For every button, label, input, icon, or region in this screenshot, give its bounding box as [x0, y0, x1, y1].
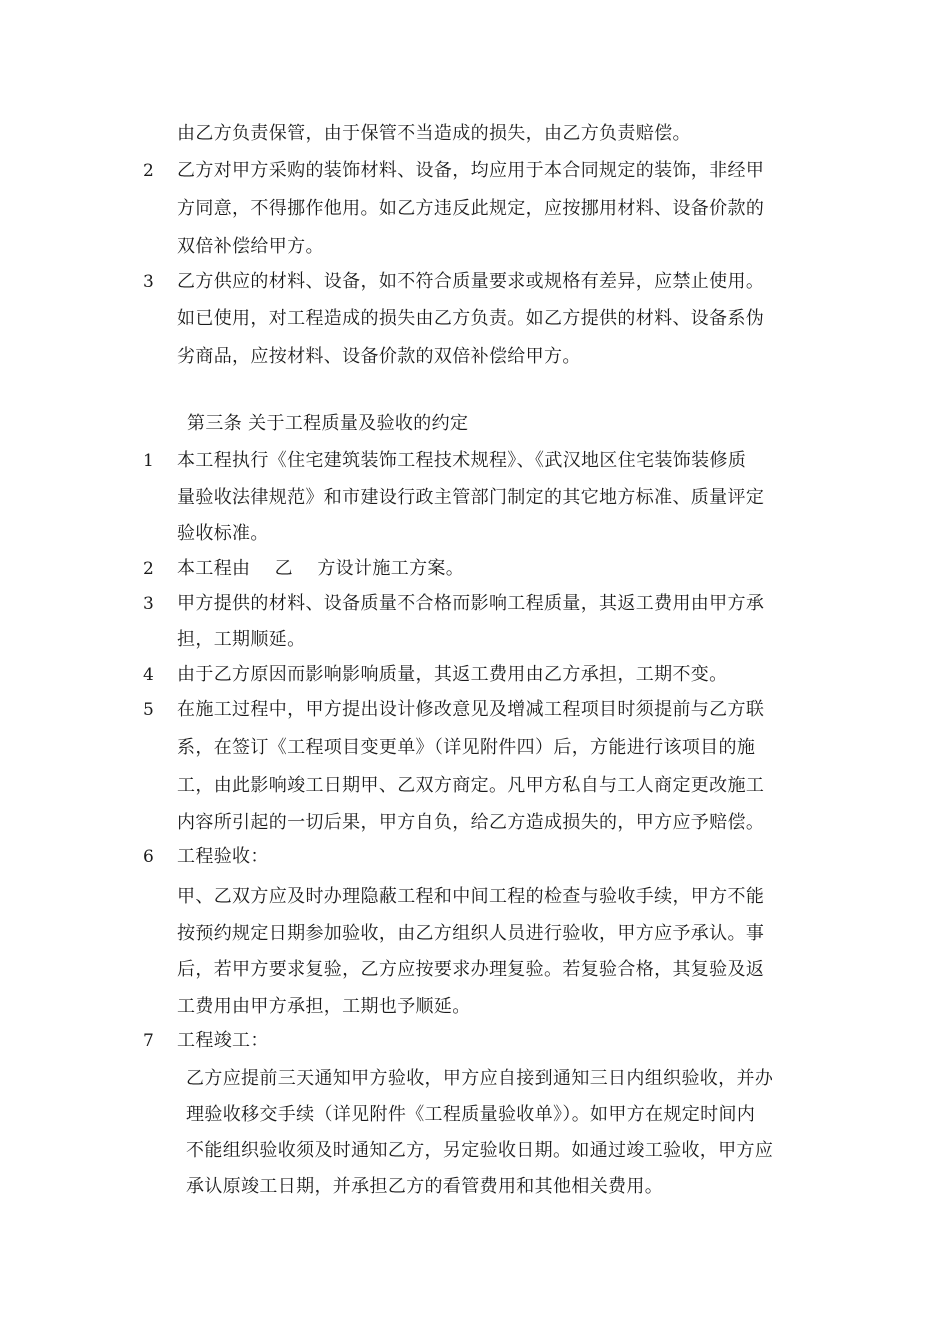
item-number: 4 — [143, 665, 154, 685]
item-number: 3 — [143, 594, 154, 614]
paragraph-line: 按预约规定日期参加验收，由乙方组织人员进行验收，甲方应予承认。事 — [177, 923, 765, 944]
paragraph-line: 内容所引起的一切后果，甲方自负，给乙方造成损失的，甲方应予赔偿。 — [177, 812, 765, 833]
paragraph-line: 本工程由 乙 方设计施工方案。 — [177, 558, 465, 579]
item-number: 1 — [143, 451, 154, 471]
paragraph-line: 理验收移交手续（详见附件《工程质量验收单》）。如甲方在规定时间内 — [186, 1104, 756, 1125]
paragraph-line: 甲、乙双方应及时办理隐蔽工程和中间工程的检查与验收手续，甲方不能 — [177, 886, 765, 907]
paragraph-line: 由于乙方原因而影响影响质量，其返工费用由乙方承担，工期不变。 — [177, 664, 728, 685]
paragraph-line: 由乙方负责保管，由于保管不当造成的损失，由乙方负责赔偿。 — [177, 123, 691, 144]
item-number: 7 — [143, 1031, 154, 1051]
item-number: 5 — [143, 700, 154, 720]
paragraph-line: 担，工期顺延。 — [177, 629, 306, 650]
paragraph-line: 工，由此影响竣工日期甲、乙双方商定。凡甲方私自与工人商定更改施工 — [177, 775, 765, 796]
paragraph-line: 量验收法律规范》和市建设行政主管部门制定的其它地方标准、质量评定 — [177, 487, 765, 508]
paragraph-line: 工程验收： — [177, 846, 269, 867]
paragraph-line: 系，在签订《工程项目变更单》（详见附件四）后，方能进行该项目的施 — [177, 737, 756, 758]
paragraph-line: 如已使用，对工程造成的损失由乙方负责。如乙方提供的材料、设备系伪 — [177, 308, 765, 329]
item-number: 2 — [143, 559, 154, 579]
item-number: 6 — [143, 847, 154, 867]
paragraph-line: 承认原竣工日期，并承担乙方的看管费用和其他相关费用。 — [186, 1176, 664, 1197]
paragraph-line: 不能组织验收须及时通知乙方，另定验收日期。如通过竣工验收，甲方应 — [186, 1140, 774, 1161]
paragraph-line: 乙方对甲方采购的装饰材料、设备，均应用于本合同规定的装饰，非经甲 — [177, 160, 765, 181]
paragraph-line: 工程竣工： — [177, 1030, 269, 1051]
item-number: 3 — [143, 272, 154, 292]
item-number: 2 — [143, 161, 154, 181]
paragraph-line: 乙方应提前三天通知甲方验收，甲方应自接到通知三日内组织验收，并办 — [186, 1068, 774, 1089]
paragraph-line: 方同意，不得挪作他用。如乙方违反此规定，应按挪用材料、设备价款的 — [177, 198, 765, 219]
section-heading: 第三条 关于工程质量及验收的约定 — [187, 413, 469, 434]
paragraph-line: 工费用由甲方承担，工期也予顺延。 — [177, 996, 471, 1017]
paragraph-line: 双倍补偿给甲方。 — [177, 236, 324, 257]
paragraph-line: 本工程执行《住宅建筑装饰工程技术规程》、《武汉地区住宅装饰装修质 — [177, 450, 747, 471]
paragraph-line: 验收标准。 — [177, 523, 269, 544]
paragraph-line: 在施工过程中，甲方提出设计修改意见及增减工程项目时须提前与乙方联 — [177, 699, 765, 720]
paragraph-line: 乙方供应的材料、设备，如不符合质量要求或规格有差异，应禁止使用。 — [177, 271, 765, 292]
paragraph-line: 劣商品，应按材料、设备价款的双倍补偿给甲方。 — [177, 346, 581, 367]
paragraph-line: 甲方提供的材料、设备质量不合格而影响工程质量，其返工费用由甲方承 — [177, 593, 765, 614]
paragraph-line: 后，若甲方要求复验，乙方应按要求办理复验。若复验合格，其复验及返 — [177, 959, 765, 980]
